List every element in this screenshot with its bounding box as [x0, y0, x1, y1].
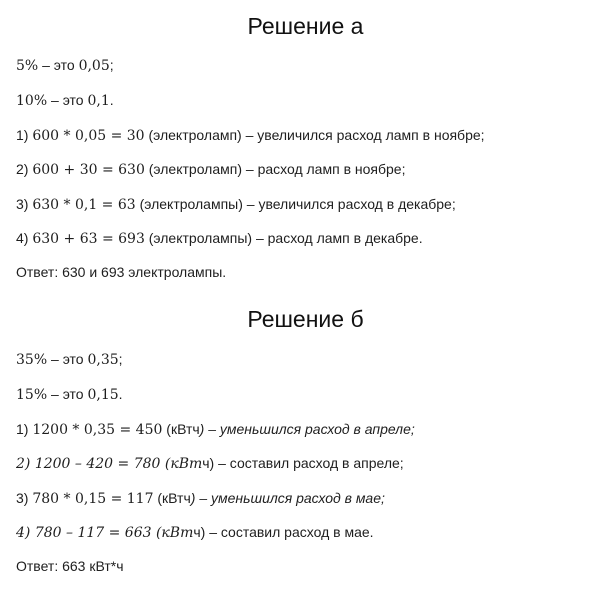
math-expression: 10%	[16, 93, 48, 109]
solution-b-line	[16, 350, 123, 369]
solution-b-line	[16, 489, 385, 508]
math-expression: 630 * 0,1 = 63	[32, 197, 136, 213]
math-expression: 630 + 63 = 693	[32, 231, 145, 247]
text-segment: ) – уменьшился расход в мае;	[190, 490, 385, 506]
solution-a-line	[16, 126, 485, 145]
solution-a-line	[16, 160, 405, 179]
solution-a-line	[16, 229, 423, 248]
text-segment: – это	[38, 57, 79, 73]
solution-a-line	[16, 195, 456, 214]
math-expression: 1200 * 0,35 = 450	[32, 422, 163, 438]
text-segment: .	[118, 386, 123, 402]
solution-b-line	[16, 385, 123, 404]
text-segment: – это	[47, 351, 88, 367]
math-expression: 0,35	[87, 352, 119, 368]
text-segment: 2)	[16, 161, 33, 177]
math-expression: 780 * 0,15 = 117	[32, 491, 154, 507]
math-expression: 15%	[16, 387, 48, 403]
solution-b-line	[16, 454, 404, 473]
text-segment: 3)	[16, 196, 33, 212]
text-segment: (кВтч	[153, 490, 191, 506]
text-segment: 1)	[16, 127, 33, 143]
text-segment: 3)	[16, 490, 33, 506]
math-expression: 0,05	[78, 58, 110, 74]
text-segment: (электролампы) – расход ламп в декабре.	[144, 230, 423, 246]
heading-solution-a: Решение а	[247, 13, 364, 39]
text-segment: (электролампы) – увеличился расход в декабре;	[135, 196, 456, 212]
math-expression: 2) 1200 – 420 = 780 (кВт	[16, 456, 203, 472]
text-segment: ;	[118, 351, 123, 367]
math-expression: 35%	[16, 352, 48, 368]
math-expression: 5%	[16, 58, 39, 74]
text-segment: ) – уменьшился расход в апреле;	[199, 421, 415, 437]
text-segment: (кВтч	[162, 421, 200, 437]
text-segment: .	[109, 92, 114, 108]
text-segment: (электроламп) – увеличился расход ламп в ноябре;	[144, 127, 485, 143]
solution-b-line	[16, 523, 374, 542]
text-segment: Ответ: 630 и 693 электролампы.	[16, 264, 227, 280]
answer-a	[16, 263, 226, 281]
text-segment: – это	[47, 386, 88, 402]
heading-solution-b: Решение б	[247, 306, 364, 332]
text-segment: 1)	[16, 421, 33, 437]
text-segment: (электроламп) – расход ламп в ноябре;	[144, 161, 406, 177]
solution-a-line	[16, 56, 114, 75]
text-segment: ч) – составил расход в мае.	[193, 524, 374, 540]
text-segment: Ответ: 663 кВт*ч	[16, 558, 124, 574]
text-segment: ч) – составил расход в апреле;	[202, 455, 404, 471]
solution-b-line	[16, 420, 415, 439]
math-expression: 0,1	[87, 93, 110, 109]
math-expression: 600 * 0,05 = 30	[32, 128, 145, 144]
text-segment: – это	[47, 92, 88, 108]
text-segment: 4)	[16, 230, 33, 246]
math-expression: 0,15	[87, 387, 119, 403]
math-expression: 600 + 30 = 630	[32, 162, 145, 178]
solution-a-line	[16, 91, 114, 110]
text-segment: ;	[109, 57, 114, 73]
answer-b	[16, 557, 124, 575]
math-expression: 4) 780 – 117 = 663 (кВт	[16, 525, 194, 541]
